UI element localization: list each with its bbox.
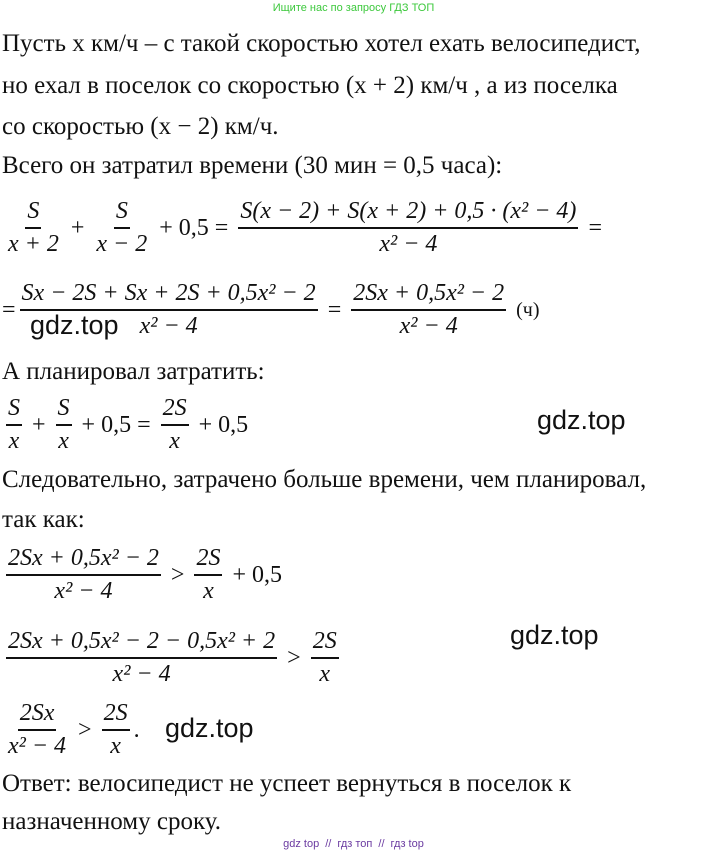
text-line: со скоростью (x − 2) км/ч. (2, 113, 279, 140)
watermark: gdz.top (30, 310, 119, 340)
fraction (161, 395, 189, 455)
numerator: S (6, 395, 22, 426)
numerator: 2S (102, 700, 130, 731)
period: . (133, 716, 140, 743)
footer-link[interactable]: гдз топ (337, 838, 373, 850)
denominator: x − 2 (96, 231, 148, 257)
numerator: Sx − 2S + Sx + 2S + 0,5x² − 2 (20, 280, 318, 311)
fraction (56, 395, 72, 455)
text-line: Всего он затратил времени (30 мин = 0,5 часа): (2, 152, 503, 179)
numerator: 2S (161, 395, 189, 426)
denominator: x² − 4 (139, 313, 198, 339)
numerator: 2Sx + 0,5x² − 2 (6, 545, 161, 576)
numerator: S (56, 395, 72, 426)
numerator: 2Sx + 0,5x² − 2 − 0,5x² + 2 (6, 628, 277, 659)
separator: // (378, 838, 385, 850)
denominator: x (319, 661, 331, 687)
fraction (194, 545, 222, 605)
operator: + 0,5 (198, 411, 249, 438)
watermark: gdz.top (165, 713, 254, 743)
fraction (238, 198, 578, 258)
operator: > (170, 561, 185, 588)
denominator: x + 2 (8, 231, 59, 257)
footer-link[interactable]: гдз top (390, 838, 424, 850)
numerator: S (114, 198, 130, 229)
fraction (311, 628, 339, 688)
fraction (6, 198, 61, 258)
equation-1 (2, 198, 608, 258)
equation-4 (2, 545, 288, 605)
operator: + 0,5 = (81, 411, 151, 438)
fraction (6, 545, 161, 605)
fraction (94, 198, 149, 258)
denominator: x (110, 733, 121, 759)
text-line: Следовательно, затрачено больше времени, чем планировал, (2, 466, 647, 493)
numerator: S (25, 198, 41, 229)
separator: // (325, 838, 332, 850)
denominator: x (203, 578, 214, 604)
fraction (6, 700, 68, 760)
operator: = (588, 214, 602, 241)
fraction (351, 280, 506, 340)
text-line: но ехал в поселок со скоростью (x + 2) км/ч , а из поселка (2, 72, 618, 99)
denominator: x² − 4 (54, 578, 113, 604)
header-banner: Ищите нас по запросу ГДЗ ТОП (272, 2, 435, 14)
denominator: x (58, 428, 69, 454)
numerator: 2Sx (18, 700, 57, 731)
watermark: gdz.top (537, 405, 626, 435)
denominator: x² − 4 (8, 733, 67, 759)
watermark: gdz.top (510, 620, 599, 650)
unit-label: (ч) (516, 298, 540, 321)
equation-6 (2, 700, 140, 760)
numerator: 2S (194, 545, 222, 576)
numerator: 2S (311, 628, 339, 659)
denominator: x² − 4 (379, 231, 438, 257)
operator: + 0,5 = (159, 214, 229, 241)
operator: = (327, 296, 342, 323)
fraction (102, 700, 130, 760)
footer-link[interactable]: gdz top (283, 838, 320, 850)
operator: > (78, 716, 92, 743)
denominator: x (8, 428, 20, 454)
operator: = (2, 296, 16, 323)
answer-line: назначенному сроку. (2, 808, 221, 835)
denominator: x² − 4 (399, 313, 458, 339)
fraction (6, 395, 22, 455)
equation-3 (2, 395, 254, 455)
fraction (6, 628, 277, 688)
text-line: А планировал затратить: (2, 358, 265, 385)
denominator: x (169, 428, 180, 454)
denominator: x² − 4 (112, 661, 171, 687)
operator: + 0,5 (232, 561, 282, 588)
numerator: 2Sx + 0,5x² − 2 (351, 280, 506, 311)
answer-line: Ответ: велосипедист не успеет вернуться в поселок к (2, 770, 572, 797)
footer-links (0, 838, 707, 850)
equation-5 (2, 628, 343, 688)
operator: > (287, 644, 301, 671)
operator: + (70, 214, 85, 241)
numerator: S(x − 2) + S(x + 2) + 0,5 · (x² − 4) (238, 198, 578, 229)
text-line: Пусть x км/ч – с такой скоростью хотел ехать велосипедист, (2, 30, 641, 57)
operator: + (32, 411, 46, 438)
text-line: так как: (2, 506, 85, 533)
